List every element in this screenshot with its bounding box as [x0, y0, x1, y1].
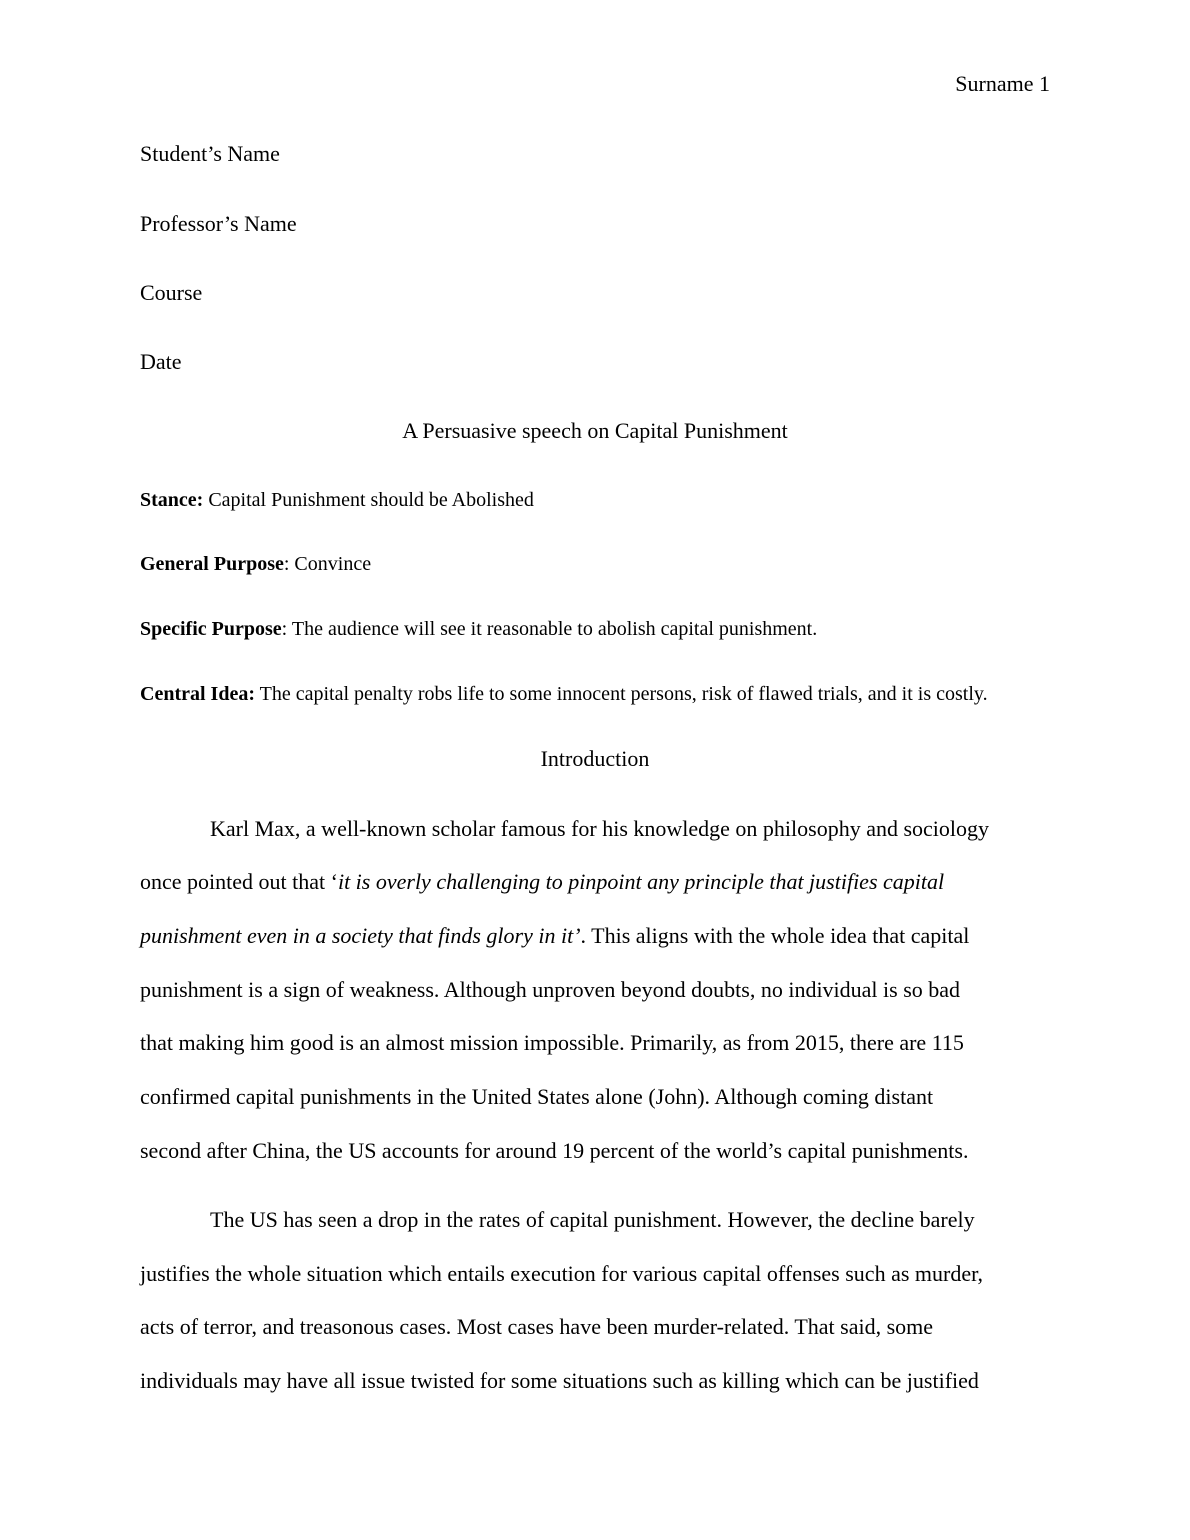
paragraph-1-line-2 — [140, 868, 944, 896]
paragraph-1-line-7: second after China, the US accounts for around 19 percent of the world’s capital punishments. — [140, 1138, 969, 1163]
professor-name: Professor’s Name — [140, 211, 297, 236]
general-purpose-text: : Convince — [283, 553, 372, 575]
paragraph-2-line-1: The US has seen a drop in the rates of capital punishment. However, the decline barely — [210, 1207, 975, 1232]
paragraph-1-line-5: that making him good is an almost mission impossible. Primarily, as from 2015, there are 115 — [140, 1030, 964, 1055]
paragraph-1-line-2-plain: once pointed out that ‘ — [140, 869, 338, 894]
stance-text: Capital Punishment should be Abolished — [203, 489, 534, 511]
quote-italic-part-2: punishment even in a society that finds glory in it’ — [140, 923, 581, 948]
section-heading: Introduction — [540, 746, 650, 771]
stance-label: Stance: — [140, 489, 204, 511]
quote-italic-part-1: it is overly challenging to pinpoint any principle that justifies capital — [337, 869, 945, 894]
paragraph-1-line-3 — [140, 922, 969, 950]
general-purpose-label: General Purpose — [140, 553, 284, 575]
central-idea-line — [140, 680, 1050, 708]
paragraph-1-line-6: confirmed capital punishments in the United States alone (John). Although coming distant — [140, 1084, 934, 1109]
paragraph-2-line-4: individuals may have all issue twisted for some situations such as killing which can be justified — [140, 1368, 979, 1393]
date: Date — [140, 349, 182, 374]
stance-line — [140, 486, 1050, 514]
student-name: Student’s Name — [140, 141, 280, 166]
document-title: A Persuasive speech on Capital Punishment — [402, 418, 788, 443]
paragraph-1-line-3-plain: . This aligns with the whole idea that capital — [580, 923, 970, 948]
specific-purpose-line — [140, 615, 1050, 643]
general-purpose-line — [140, 550, 1050, 578]
specific-purpose-label: Specific Purpose — [140, 618, 282, 640]
course: Course — [140, 280, 203, 305]
paragraph-2-line-2: justifies the whole situation which entails execution for various capital offenses such as murder, — [140, 1261, 984, 1286]
paragraph-1-line-1: Karl Max, a well-known scholar famous for his knowledge on philosophy and sociology — [210, 816, 990, 841]
running-head: Surname 1 — [955, 71, 1050, 96]
central-idea-label: Central Idea: — [140, 683, 255, 705]
central-idea-text: The capital penalty robs life to some innocent persons, risk of flawed trials, and it is costly. — [254, 683, 988, 705]
specific-purpose-text: : The audience will see it reasonable to abolish capital punishment. — [281, 618, 818, 640]
paragraph-1-line-4: punishment is a sign of weakness. Although unproven beyond doubts, no individual is so bad — [140, 977, 961, 1002]
paragraph-2-line-3: acts of terror, and treasonous cases. Most cases have been murder-related. That said, some — [140, 1314, 934, 1339]
